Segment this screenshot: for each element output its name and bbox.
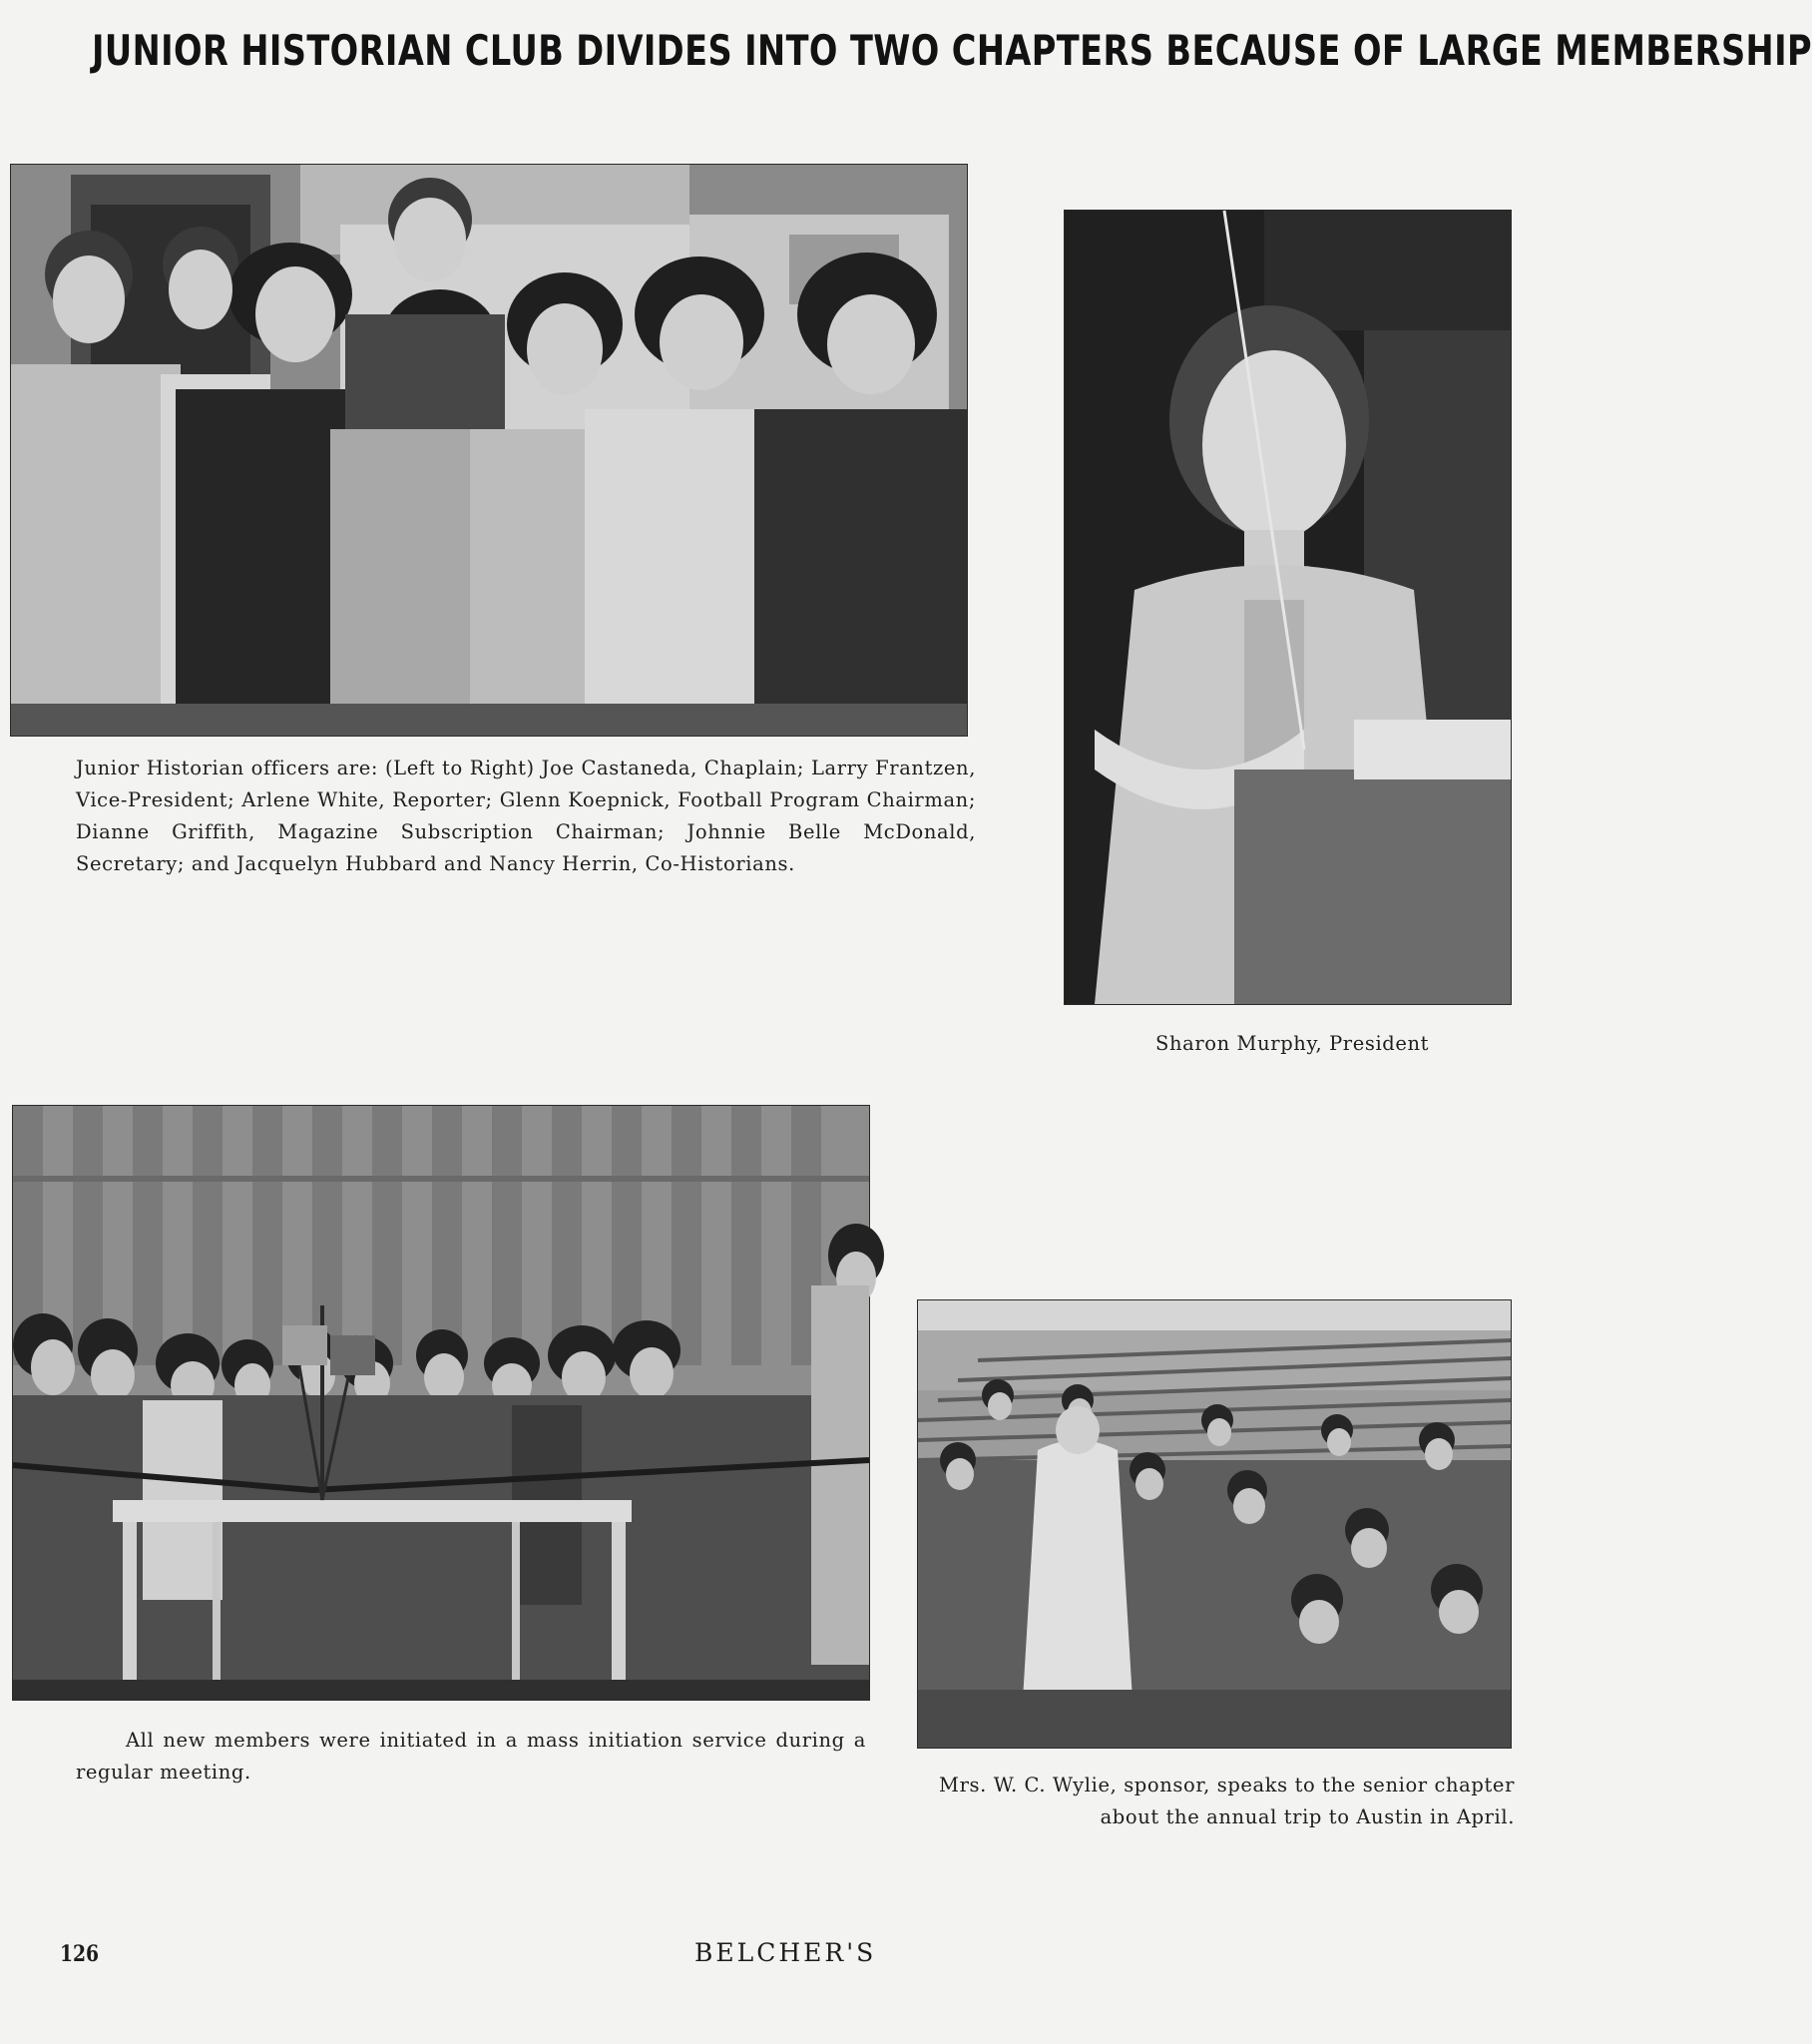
- sponsor-auditorium-photo: [917, 1299, 1512, 1749]
- page-title: JUNIOR HISTORIAN CLUB DIVIDES INTO TWO CHAPTERS BECAUSE OF LARGE MEMBERSHIP: [92, 26, 1812, 75]
- initiation-caption: All new members were initiated in a mass initiation service during a regular meeting.: [76, 1729, 866, 1784]
- sponsor-caption: Mrs. W. C. Wylie, sponsor, speaks to the senior chapter about the annual trip to Austin in April.: [939, 1774, 1515, 1828]
- initiation-ceremony-photo: [12, 1105, 870, 1701]
- officers-caption: Junior Historian officers are: (Left to Right) Joe Castaneda, Chaplain; Larry Frantzen, Vice-President; Arlene White, Reporter; Glenn Koepnick, Football Program Chairman; Dianne Griffith, Magazine Subscription Chairman; Johnnie Belle McDonald, Secretary; and Jacquelyn Hubbard and Nancy Herrin, Co-Historians.: [76, 757, 976, 875]
- page-number: 126: [60, 1941, 100, 1967]
- officers-group-photo: [10, 164, 968, 737]
- president-portrait-photo: [1064, 210, 1512, 1005]
- publication-name: BELCHER'S: [694, 1938, 877, 1967]
- president-caption: Sharon Murphy, President: [1155, 1032, 1430, 1055]
